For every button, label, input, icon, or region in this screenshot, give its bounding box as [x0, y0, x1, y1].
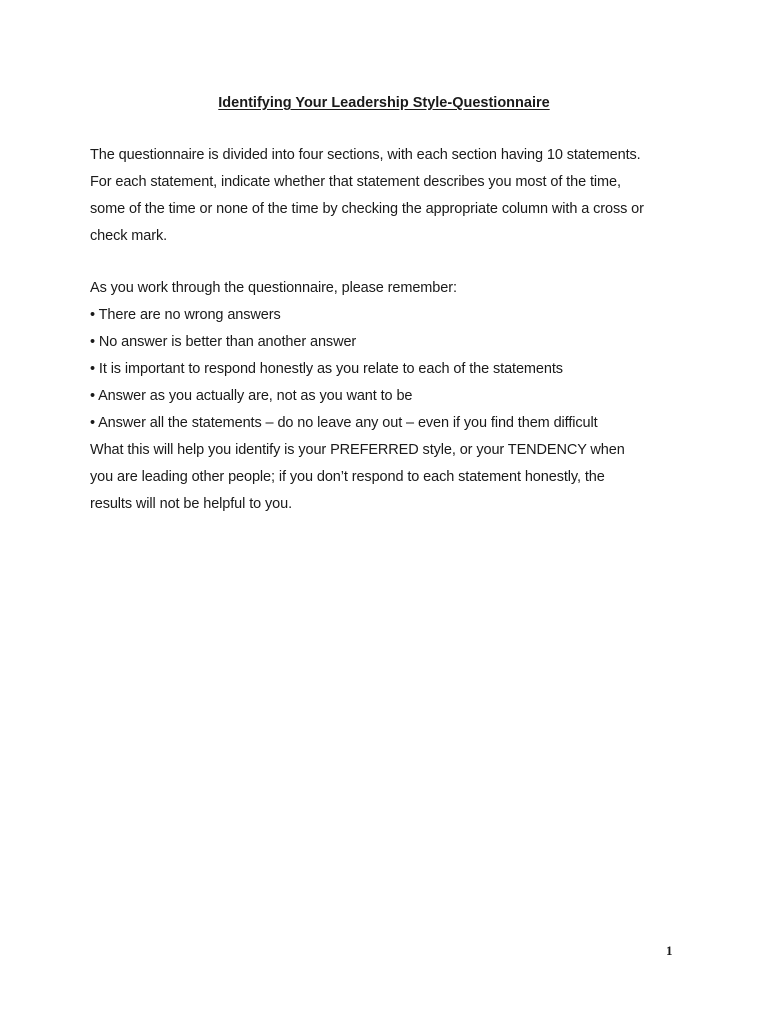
bullet-item: • Answer all the statements – do no leave any out – even if you find them difficult [90, 415, 598, 431]
intro-line: The questionnaire is divided into four sections, with each section having 10 statements. [90, 147, 641, 163]
remember-heading: As you work through the questionnaire, please remember: [90, 280, 457, 296]
page-number: 1 [666, 943, 673, 958]
bullet-item: • No answer is better than another answer [90, 334, 357, 350]
document-title: Identifying Your Leadership Style-Questionnaire [218, 95, 550, 111]
closing-line: What this will help you identify is your PREFERRED style, or your TENDENCY when [90, 442, 625, 458]
remember-section [90, 275, 700, 518]
closing-line: results will not be helpful to you. [90, 496, 293, 512]
intro-paragraph [90, 142, 700, 250]
intro-line: For each statement, indicate whether that statement describes you most of the time, [90, 174, 621, 190]
closing-line: you are leading other people; if you don’t respond to each statement honestly, the [90, 469, 605, 485]
bullet-item: • Answer as you actually are, not as you want to be [90, 388, 413, 404]
intro-line: some of the time or none of the time by checking the appropriate column with a cross or [90, 201, 644, 217]
bullet-item: • It is important to respond honestly as you relate to each of the statements [90, 361, 563, 377]
bullet-item: • There are no wrong answers [90, 307, 281, 323]
intro-line: check mark. [90, 228, 168, 244]
